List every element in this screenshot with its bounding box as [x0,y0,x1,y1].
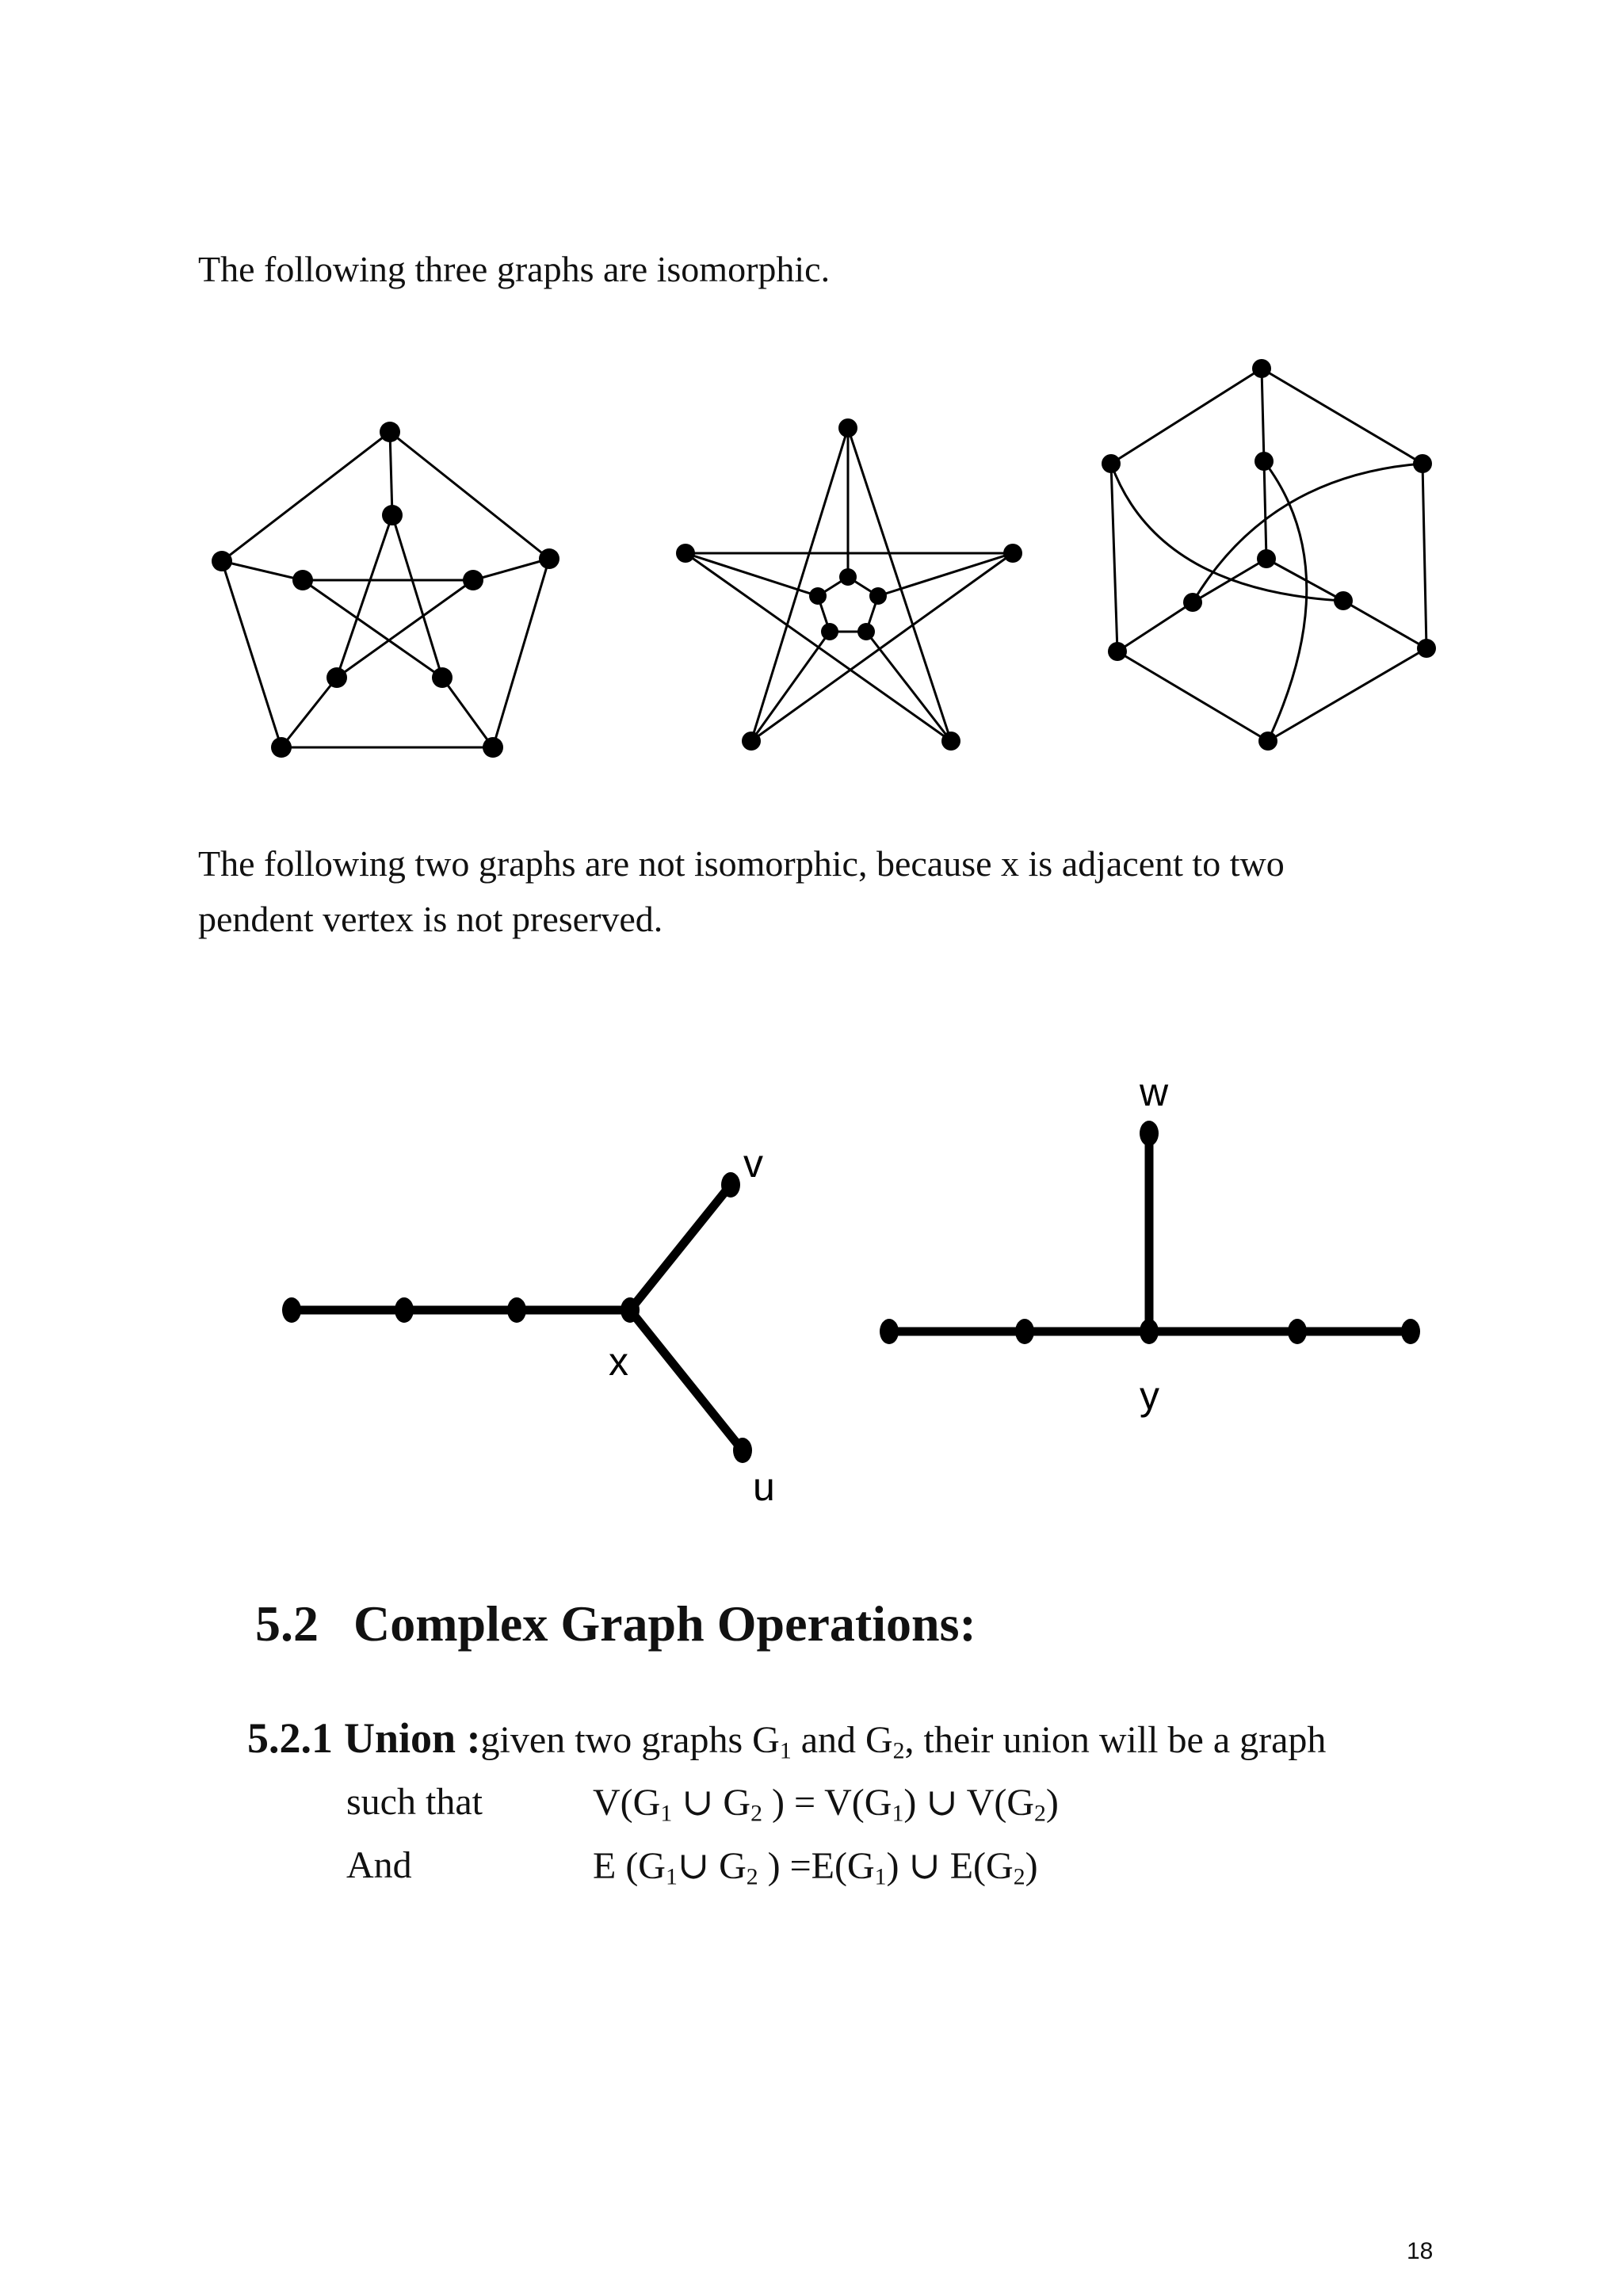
formula-part: ) [1025,1845,1038,1887]
subsection-number: 5.2.1 [247,1714,333,1762]
union-text-b: and G [791,1719,893,1761]
formula-part: ) [1045,1782,1059,1824]
formula-edge-union-label: And [346,1844,412,1886]
paragraph-line-1: The following two graphs are not isomorphic, because x is adjacent to two [198,843,1285,884]
subscript: 2 [892,1737,905,1764]
formula-part: E (G [593,1845,666,1887]
formula-vertex-union-label: such that [346,1781,483,1823]
section-heading [255,1595,976,1653]
subscript: 2 [1013,1863,1025,1890]
formula-part: ∪ G [677,1845,747,1887]
subscript: 1 [874,1863,887,1890]
subscript: 2 [746,1863,758,1890]
vertex-label-y: y [1140,1373,1159,1418]
formula-part: ) = V(G [762,1782,892,1824]
subscript: 2 [1033,1800,1046,1827]
formula-edge-union [593,1843,1038,1888]
paragraph-isomorphic: The following three graphs are isomorphic. [198,249,831,289]
paragraph-line-2: pendent vertex is not preserved. [198,899,663,939]
section-number: 5.2 [255,1595,319,1652]
subscript: 1 [665,1863,678,1890]
subsection-union [247,1713,1326,1763]
formula-part: ) =E(G [758,1845,875,1887]
subscript: 1 [779,1737,792,1764]
tree-y-edges [889,1133,1411,1331]
subsection-title: Union : [344,1714,481,1762]
section-title: Complex Graph Operations: [353,1595,976,1652]
vertex-label-v: v [743,1141,763,1186]
formula-part: ∪ G [672,1782,751,1824]
subscript: 1 [892,1800,904,1827]
formula-part: ) ∪ V(G [903,1782,1034,1824]
formula-vertex-union [593,1780,1059,1827]
union-text-a: given two graphs G [480,1719,780,1761]
subscript: 1 [660,1800,673,1827]
union-text-c: , their union will be a graph [904,1719,1327,1761]
formula-part: V(G [593,1782,661,1824]
vertex-label-u: u [753,1465,775,1509]
page-number: 18 [1407,2238,1434,2264]
formula-part: ) ∪ E(G [886,1845,1014,1887]
vertex-label-w: w [1140,1070,1169,1114]
subscript: 2 [750,1800,762,1827]
vertex-label-x: x [609,1339,628,1384]
